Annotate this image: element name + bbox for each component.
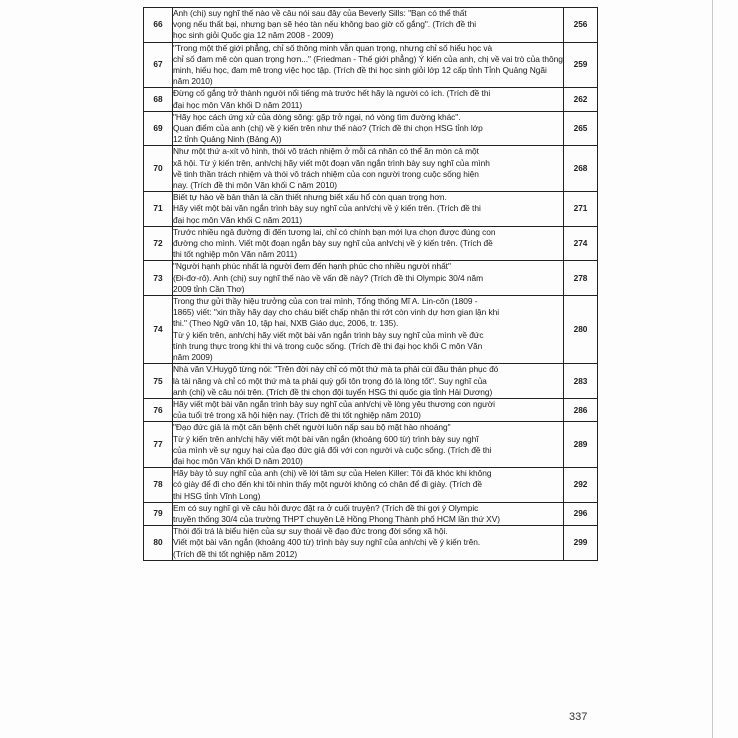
row-number: 78 bbox=[144, 468, 173, 503]
row-description: Nhà văn V.Huygô từng nói: "Trên đời này chỉ có một thứ mà ta phải cúi đầu thán phục đó là tài năng và chỉ có một thứ mà ta phải quỳ gối tôn trọng đó là lòng tốt". Suy nghĩ của anh (chị) về câu nói trên. (Trích đề thi chọn đội tuyển HSG thi quốc gia tỉnh Hải Dương) bbox=[173, 364, 499, 397]
page-edge-rule bbox=[712, 0, 713, 738]
row-page-number: 259 bbox=[564, 42, 598, 88]
row-description-cell bbox=[173, 111, 564, 146]
row-number: 80 bbox=[144, 526, 173, 561]
table-row bbox=[144, 111, 598, 146]
row-description: "Trong một thế giới phẳng, chỉ số thông minh vẫn quan trọng, nhưng chỉ số hiểu học và chỉ số đam mê còn quan trọng hơn..." (Friedman - Thế giới phẳng) Ý kiến của anh, chị về vai trò của thông minh, hiếu học, đam mê trong việc học tập. (Trích đề thi học sinh giỏi lớp 12 cấp tỉnh Tỉnh Quảng Ngãi năm 2010) bbox=[173, 42, 563, 87]
row-description: Hãy viết một bài văn ngắn trình bày suy nghĩ của anh/chị về lòng yêu thương con người của tuổi trẻ trong xã hội hiện nay. (Trích đề thi tốt nghiệp năm 2010) bbox=[173, 398, 495, 421]
row-description-cell bbox=[173, 468, 564, 503]
table-row bbox=[144, 364, 598, 399]
table-of-contents bbox=[143, 7, 598, 561]
row-description-cell bbox=[173, 526, 564, 561]
row-description: Em có suy nghĩ gì về câu hỏi được đặt ra ở cuối truyện? (Trích đề thi gợi ý Olympic truyền thống 30/4 của trường THPT chuyên Lê Hồng Phong Thành phố HCM lần thứ XV) bbox=[173, 502, 500, 524]
row-page-number: 280 bbox=[564, 296, 598, 364]
row-description: Trong thư gửi thầy hiệu trưởng của con trai mình, Tổng thống Mĩ A. Lin-côn (1809 - 1865) viết: "xin thầy hãy dạy cho cháu biết chấp nhận thi rớt còn vinh dự hơn gian lận khi thi." (Theo Ngữ văn 10, tập hai, NXB Giáo dục, 2006, tr. 135). Từ ý kiến trên, anh/chị hãy viết một bài văn ngắn trình bày suy nghĩ của mình về đức tính trung thực trong khi thi và trong cuộc sống. (Trích đề thi đại học khối C môn Văn năm 2009) bbox=[173, 296, 500, 363]
row-description: "Hãy học cách ứng xử của dòng sông: gặp trở ngại, nó vòng tìm đường khác". Quan điểm của anh (chị) về ý kiến trên như thế nào? (Trích đề thi chọn HSG tỉnh lớp 12 tỉnh Quảng Ninh (Bảng A)) bbox=[173, 111, 483, 145]
row-description: "Người hạnh phúc nhất là người đem đến hạnh phúc cho nhiều người nhất" (Đi-đơ-rô). Anh (chị) suy nghĩ thế nào về vấn đề này? (Trích đề thi Olympic 30/4 năm 2009 tỉnh Cần Thơ) bbox=[173, 261, 484, 294]
row-description-cell bbox=[173, 42, 564, 88]
row-description-cell bbox=[173, 261, 564, 296]
table-row bbox=[144, 261, 598, 296]
row-description: Như một thứ a-xít vô hình, thói vô trách nhiệm ở mỗi cá nhân có thể ăn mòn cả một xã hội. Từ ý kiến trên, anh/chị hãy viết một đoạn văn ngắn trình bày suy nghĩ của mình về tinh thần trách nhiệm và thói vô trách nhiệm của con người trong cuộc sống hiện nay. (Trích đề thi môn Văn khối C năm 2010) bbox=[173, 146, 490, 191]
table-row bbox=[144, 42, 598, 88]
row-description: "Đạo đức giả là một căn bệnh chết người luôn nấp sau bộ mặt hào nhoáng" Từ ý kiến trên anh/chị hãy viết một bài văn ngắn (khoảng 600 từ) trình bày suy nghĩ của mình về sự nguy hại của đạo đức giả đối với con người và cuộc sống. (Trích đề thi đại học môn Văn khối D năm 2010) bbox=[173, 422, 492, 466]
row-page-number: 268 bbox=[564, 146, 598, 192]
row-description-cell bbox=[173, 364, 564, 399]
row-number: 71 bbox=[144, 192, 173, 227]
row-page-number: 278 bbox=[564, 261, 598, 296]
row-description-cell bbox=[173, 296, 564, 364]
row-page-number: 265 bbox=[564, 111, 598, 146]
row-page-number: 256 bbox=[564, 8, 598, 43]
row-page-number: 289 bbox=[564, 422, 598, 468]
row-description: Thói đối trá là biểu hiện của sự suy thoái về đạo đức trong đời sống xã hội. Viết một bài văn ngắn (khoảng 400 từ) trình bày suy nghĩ của anh/chị về ý kiến trên. (Trích đề thi tốt nghiệp năm 2012) bbox=[173, 526, 481, 559]
row-description-cell bbox=[173, 422, 564, 468]
row-description-cell bbox=[173, 88, 564, 111]
row-page-number: 283 bbox=[564, 364, 598, 399]
table-row bbox=[144, 398, 598, 421]
row-number: 76 bbox=[144, 398, 173, 421]
row-page-number: 299 bbox=[564, 526, 598, 561]
row-number: 69 bbox=[144, 111, 173, 146]
row-description-cell bbox=[173, 398, 564, 421]
row-page-number: 286 bbox=[564, 398, 598, 421]
table-row bbox=[144, 296, 598, 364]
table-row bbox=[144, 192, 598, 227]
table-row bbox=[144, 88, 598, 111]
table-row bbox=[144, 146, 598, 192]
row-number: 67 bbox=[144, 42, 173, 88]
page-number: 337 bbox=[569, 711, 588, 723]
row-number: 70 bbox=[144, 146, 173, 192]
row-description: Đừng cố gắng trở thành người nổi tiếng mà trước hết hãy là người có ích. (Trích đề thi đại học môn Văn khối D năm 2011) bbox=[173, 88, 491, 110]
row-number: 66 bbox=[144, 8, 173, 43]
row-description: Trước nhiều ngả đường đi đến tương lai, chỉ có chính bạn mới lựa chọn được đúng con đường cho mình. Viết một đoạn ngắn bày suy nghĩ của anh/chị về ý kiến trên. (Trích đề thi tốt nghiệp môn Văn năm 2011) bbox=[173, 226, 496, 260]
row-number: 75 bbox=[144, 364, 173, 399]
row-description-cell bbox=[173, 226, 564, 261]
row-description: Anh (chị) suy nghĩ thế nào về câu nói sau đây của Beverly Sills: "Bạn có thể thất vọng nếu thất bại, nhưng bạn sẽ héo tàn nếu không bao giờ cố gắng". (Trích đề thi học sinh giỏi Quốc gia 12 năm 2008 - 2009) bbox=[173, 8, 477, 41]
table-row bbox=[144, 8, 598, 43]
row-description-cell bbox=[173, 502, 564, 525]
table-row bbox=[144, 422, 598, 468]
row-number: 74 bbox=[144, 296, 173, 364]
table-row bbox=[144, 468, 598, 503]
row-description: Hãy bày tỏ suy nghĩ của anh (chị) về lời tâm sự của Helen Killer: Tôi đã khóc khi không có giày để đi cho đến khi tôi nhìn thấy một người không có chân để đi giày. (Trích đề thi HSG tỉnh Vĩnh Long) bbox=[173, 468, 492, 501]
row-number: 79 bbox=[144, 502, 173, 525]
table-row bbox=[144, 526, 598, 561]
row-page-number: 262 bbox=[564, 88, 598, 111]
row-number: 77 bbox=[144, 422, 173, 468]
row-description-cell bbox=[173, 192, 564, 227]
row-number: 68 bbox=[144, 88, 173, 111]
table-row bbox=[144, 226, 598, 261]
row-description-cell bbox=[173, 8, 564, 43]
row-description: Biết tự hào về bản thân là cần thiết nhưng biết xấu hổ còn quan trọng hơn. Hãy viết một bài văn ngắn trình bày suy nghĩ của anh/chị về ý kiến trên. (Trích đề thi đại học môn Văn khối C năm 2011) bbox=[173, 192, 481, 225]
table-row bbox=[144, 502, 598, 525]
row-page-number: 292 bbox=[564, 468, 598, 503]
row-page-number: 271 bbox=[564, 192, 598, 227]
row-description-cell bbox=[173, 146, 564, 192]
row-page-number: 296 bbox=[564, 502, 598, 525]
row-page-number: 274 bbox=[564, 226, 598, 261]
row-number: 72 bbox=[144, 226, 173, 261]
row-number: 73 bbox=[144, 261, 173, 296]
